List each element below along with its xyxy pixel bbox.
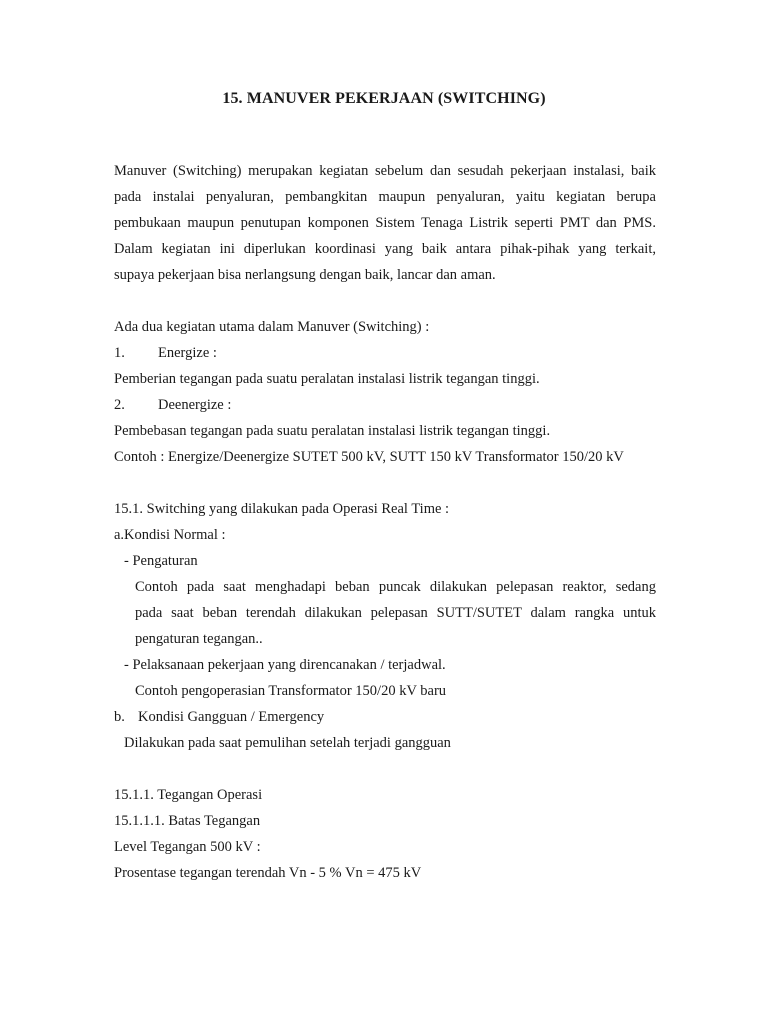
page-title: 15. MANUVER PEKERJAAN (SWITCHING): [222, 90, 546, 107]
pengaturan-label: - Pengaturan: [124, 553, 198, 569]
list-label: Energize :: [158, 345, 217, 361]
activities-heading: Ada dua kegiatan utama dalam Manuver (Switching) :: [114, 319, 430, 335]
list-item-deenergize: [114, 392, 656, 418]
pelaksanaan-label: - Pelaksanaan pekerjaan yang direncanakan / terjadwal.: [124, 657, 446, 673]
pengaturan-desc-line: pada saat beban terendah dilakukan pelepasan SUTT/SUTET dalam rangka untuk: [135, 605, 656, 621]
list-label: Deenergize :: [158, 397, 232, 413]
gangguan-desc: Dilakukan pada saat pemulihan setelah terjadi gangguan: [124, 735, 451, 751]
intro-line: pada instalai penyaluran, pembangkitan maupun penyaluran, yaitu kegiatan berupa: [114, 189, 656, 205]
kondisi-normal-label: a.Kondisi Normal :: [114, 527, 226, 543]
pelaksanaan-desc: Contoh pengoperasian Transformator 150/20 kV baru: [135, 683, 447, 699]
voltage-percentage: Prosentase tegangan terendah Vn - 5 % Vn = 475 kV: [114, 865, 422, 881]
list-number: 2.: [114, 397, 125, 413]
section-15-1-heading: 15.1. Switching yang dilakukan pada Operasi Real Time :: [114, 501, 450, 517]
section-15-1-1-heading: 15.1.1. Tegangan Operasi: [114, 787, 263, 803]
kondisi-gangguan-label: [114, 704, 656, 730]
list-label: Kondisi Gangguan / Emergency: [138, 709, 325, 725]
intro-line: supaya pekerjaan bisa nerlangsung dengan baik, lancar dan aman.: [114, 267, 496, 283]
list-letter: b.: [114, 709, 125, 725]
pengaturan-desc-line: pengaturan tegangan..: [135, 631, 263, 647]
example-line: Contoh : Energize/Deenergize SUTET 500 kV, SUTT 150 kV Transformator 150/20 kV: [114, 449, 624, 465]
deenergize-description: Pembebasan tegangan pada suatu peralatan instalasi listrik tegangan tinggi.: [114, 423, 551, 439]
intro-line: Dalam kegiatan ini diperlukan koordinasi yang baik antara pihak-pihak yang terkait,: [114, 241, 656, 257]
intro-line: Manuver (Switching) merupakan kegiatan sebelum dan sesudah pekerjaan instalasi, baik: [114, 163, 656, 179]
document-body: [114, 158, 656, 886]
list-item-energize: [114, 340, 656, 366]
intro-line: pembukaan maupun penutupan komponen Sistem Tenaga Listrik seperti PMT dan PMS.: [114, 215, 656, 231]
section-15-1-1-1-heading: 15.1.1.1. Batas Tegangan: [114, 813, 261, 829]
pengaturan-desc-line: Contoh pada saat menghadapi beban puncak dilakukan pelepasan reaktor, sedang: [135, 579, 656, 595]
voltage-level: Level Tegangan 500 kV :: [114, 839, 261, 855]
list-number: 1.: [114, 345, 125, 361]
energize-description: Pemberian tegangan pada suatu peralatan instalasi listrik tegangan tinggi.: [114, 371, 540, 387]
